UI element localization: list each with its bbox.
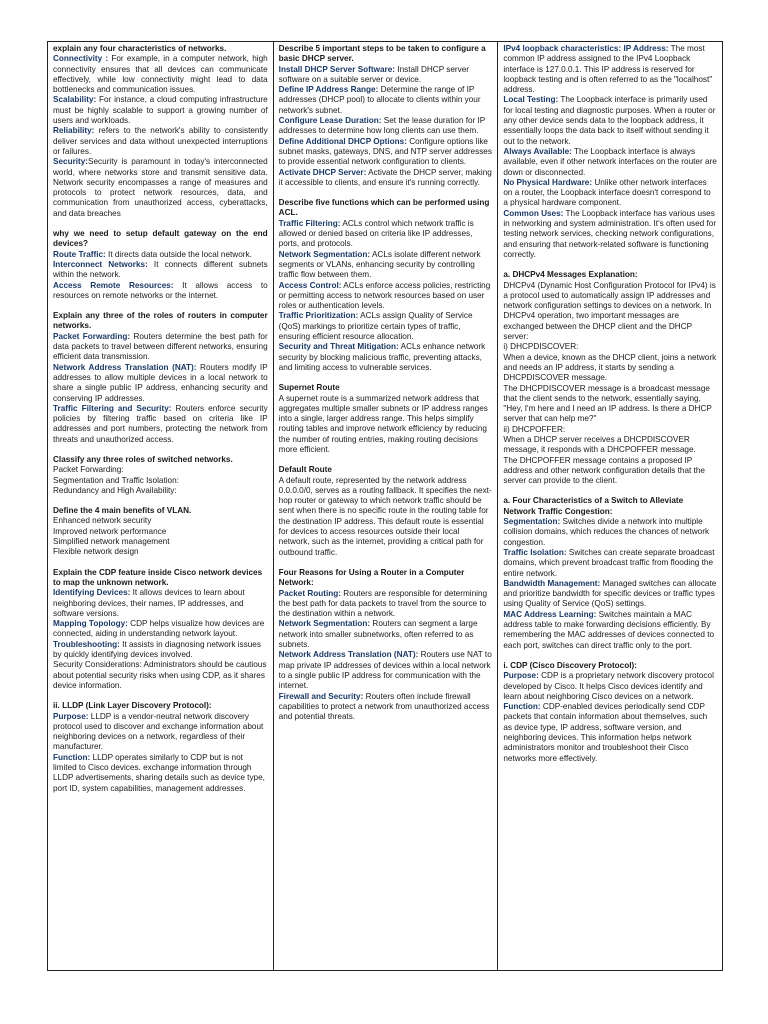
note-line	[503, 209, 717, 260]
term-label: Access Remote Resources:	[53, 280, 174, 290]
note-line	[503, 548, 717, 579]
section-heading: Default Route	[278, 465, 332, 475]
section-block	[53, 701, 268, 794]
term-label: Packet Routing:	[278, 588, 341, 598]
term-text: Packet Forwarding:	[53, 465, 124, 475]
note-line	[279, 692, 493, 723]
note-line	[279, 65, 493, 86]
term-label: Traffic Isolation:	[503, 547, 567, 557]
term-text: Configure options like subnet masks, gateways, DNS, and NTP server addresses to provide essential network configuration to clients.	[278, 136, 492, 167]
note-line	[53, 712, 268, 753]
term-text: Redundancy and High Availability:	[53, 485, 177, 495]
term-label: Access Control:	[278, 280, 342, 290]
section-heading: why we need to setup default gateway on the end devices?	[53, 229, 268, 249]
column-1	[48, 42, 273, 970]
term-text: Flexible network design	[53, 547, 139, 557]
term-text: When a device, known as the DHCP client, joins a network and needs an IP address, it starts by sending a DHCPDISCOVER message.	[503, 352, 717, 383]
term-label: Mapping Topology:	[53, 619, 128, 629]
term-text: Enhanced network security	[53, 516, 152, 526]
note-line	[503, 147, 717, 178]
term-label: Segmentation:	[503, 517, 561, 527]
note-line	[53, 619, 268, 640]
note-line	[53, 250, 268, 260]
term-text: Routers use NAT to map private IP addresses of devices within a local network to a single public IP address for communication with the internet.	[278, 650, 492, 691]
term-text: DHCPv4 (Dynamic Host Configuration Protocol for IPv4) is a protocol used to automatically assign IP addresses and network configuration settings to devices on a network. In DHCPv4 operation, two important messages are exchanged between the DHCP client and the DHCP server:	[503, 280, 716, 342]
section-heading: Classify any three roles of switched networks.	[53, 454, 233, 464]
section-block	[279, 568, 493, 722]
term-text: Routers are responsible for determining the best path for data packets to travel from the source to the destination within a network.	[278, 588, 488, 619]
section-block	[503, 44, 717, 260]
note-line	[53, 527, 268, 537]
term-text: It directs data outside the local network.	[105, 249, 252, 259]
section-heading: i. CDP (Cisco Discovery Protocol):	[503, 660, 637, 670]
note-line	[279, 281, 493, 312]
section-heading: explain any four characteristics of networks.	[53, 44, 227, 53]
term-label: Purpose:	[503, 671, 539, 681]
note-line	[503, 702, 717, 764]
note-line	[503, 456, 717, 487]
term-label: Interconnect Networks:	[53, 259, 148, 269]
term-text: Unlike other network interfaces on a router, the Loopback interface doesn't correspond to a physical hardware component.	[503, 177, 711, 208]
column-3	[497, 42, 722, 970]
term-label: Network Address Translation (NAT):	[278, 650, 419, 660]
term-text: It assists in diagnosing network issues by quickly identifying devices involved.	[53, 639, 261, 660]
term-label: Traffic Prioritization:	[278, 311, 359, 321]
term-label: Define IP Address Range:	[278, 85, 379, 95]
section-block	[53, 455, 268, 496]
section-block	[503, 496, 717, 650]
section-block	[279, 198, 493, 373]
section-block	[279, 383, 493, 455]
section-block	[53, 506, 268, 557]
term-label: Purpose:	[53, 711, 89, 721]
term-label: No Physical Hardware:	[503, 177, 593, 187]
term-text: i) DHCPDISCOVER:	[503, 342, 579, 352]
section-heading: Explain the CDP feature inside Cisco network devices to map the unknown network.	[53, 567, 263, 587]
term-label: Identifying Devices:	[53, 588, 131, 598]
term-text: The Loopback interface is primarily used for local testing and diagnostic purposes. When a router or any other device sends data to the loopback address, it essentially loops the data back to itself without sending it out to the network.	[503, 95, 716, 146]
note-line	[503, 44, 717, 95]
term-text: A supernet route is a summarized network address that aggregates multiple smaller subnets or IP address ranges into a single, larger address range. This helps simplify routing tables and improve network efficiency by reducing the number of routing entries, making routing decisions more efficient.	[278, 393, 488, 454]
term-label: Network Segmentation:	[278, 249, 371, 259]
term-text: Managed switches can allocate and prioritize bandwidth for specific devices or traffic types using Quality of Service (QoS) settings.	[503, 578, 717, 609]
note-line	[53, 260, 268, 281]
note-line	[503, 517, 717, 548]
note-line	[279, 394, 493, 456]
section-heading: ii. LLDP (Link Layer Discovery Protocol):	[53, 701, 212, 711]
note-line	[279, 85, 493, 116]
note-line	[53, 404, 268, 445]
note-line	[53, 588, 268, 619]
note-line	[279, 342, 493, 373]
section-heading: Four Reasons for Using a Router in a Computer Network:	[278, 567, 465, 588]
term-text: When a DHCP server receives a DHCPDISCOVER message, it responds with a DHCPOFFER message.	[503, 434, 696, 455]
section-heading: a. DHCPv4 Messages Explanation:	[503, 270, 638, 280]
term-text: For instance, a cloud computing infrastructure must be highly scalable to support a growing number of users and workloads.	[53, 95, 268, 126]
term-label: Packet Forwarding:	[53, 331, 131, 341]
note-line	[503, 384, 717, 425]
note-line	[503, 671, 717, 702]
term-text: CDP-enabled devices periodically send CDP packets that contain information about themselves, such as device type, IP address, software version, and neighboring devices. This information helps network administrators monitor and troubleshoot their Cisco networks more effectively.	[503, 702, 708, 763]
term-text: It allows devices to learn about neighboring devices, their names, IP addresses, and software versions.	[53, 588, 245, 618]
note-line	[53, 157, 268, 219]
note-line	[53, 753, 268, 794]
term-text: Switches maintain a MAC address table to make forwarding decisions efficiently. By remembering the MAC addresses of devices connected to each port, switches can direct traffic only to the port.	[503, 609, 715, 650]
term-text: For example, in a computer network, high connectivity ensures that all devices can communicate effectively, while low connectivity might lead to data bottlenecks and communication issues.	[53, 54, 268, 95]
term-label: Install DHCP Server Software:	[278, 64, 396, 74]
notes-sheet	[47, 41, 723, 971]
term-label: Reliability:	[53, 126, 95, 136]
note-line	[279, 168, 493, 189]
note-line	[279, 116, 493, 137]
term-label: Always Available:	[503, 146, 572, 156]
term-label: Network Address Translation (NAT):	[53, 362, 197, 372]
term-label: MAC Address Learning:	[503, 609, 597, 619]
term-label: Security:	[53, 157, 89, 167]
term-text: CDP helps visualize how devices are connected, aiding in understanding network layout.	[53, 619, 265, 639]
note-line	[503, 579, 717, 610]
note-line	[503, 178, 717, 209]
section-heading: Define the 4 main benefits of VLAN.	[53, 506, 192, 516]
note-line	[503, 435, 717, 456]
term-label: Network Segmentation:	[278, 619, 371, 629]
term-text: Activate the DHCP server, making it accessible to clients, and ensure it's running correctly.	[278, 167, 492, 187]
term-text: ACLs enhance network security by blocking malicious traffic, preventing attacks, and limiting access to vulnerable services.	[278, 342, 486, 372]
term-label: IPv4 loopback characteristics: IP Address:	[503, 44, 669, 53]
term-label: Traffic Filtering:	[278, 218, 341, 228]
term-label: Configure Lease Duration:	[278, 116, 382, 126]
term-label: Local Testing:	[503, 95, 559, 105]
section-heading: Explain any three of the roles of routers in computer networks.	[53, 311, 268, 331]
section-heading: Describe 5 important steps to be taken to configure a basic DHCP server.	[278, 44, 486, 64]
section-block	[503, 661, 717, 764]
note-line	[279, 589, 493, 620]
term-label: Traffic Filtering and Security:	[53, 403, 172, 413]
note-line	[53, 54, 268, 95]
term-text: The DHCPDISCOVER message is a broadcast message that the client sends to the network, essentially saying, "Hey, I'm here and I need an IP address. Is there a DHCP server that can help me?"	[503, 383, 712, 424]
term-label: Bandwidth Management:	[503, 578, 601, 588]
term-label: Function:	[503, 702, 541, 712]
term-text: ACLs control which network traffic is allowed or denied based on criteria like IP addresses, ports, and protocols.	[278, 218, 474, 249]
column-2	[273, 42, 498, 970]
term-text: It connects different subnets within the network.	[53, 259, 268, 280]
term-text: CDP is a proprietary network discovery protocol developed by Cisco. It helps Cisco devices identify and learn about neighboring Cisco devices on a network.	[503, 671, 714, 701]
term-label: Route Traffic:	[53, 249, 106, 259]
note-line	[279, 476, 493, 558]
note-line	[53, 281, 268, 302]
term-text: Switches can create separate broadcast domains, which prevent broadcast traffic from flooding the entire network.	[503, 547, 715, 578]
term-text: A default route, represented by the network address 0.0.0.0/0, serves as a routing fallback. It specifies the next-hop router or gateway to which network traffic should be sent when there is no specific route in the routing table for the destination IP address. This default route is essential for devices to access resources outside their local network, such as the internet, providing a critical path for outbound traffic.	[278, 475, 492, 557]
section-block	[53, 229, 268, 301]
term-label: Common Uses:	[503, 208, 564, 218]
note-line	[279, 137, 493, 168]
note-line	[503, 353, 717, 384]
note-line	[53, 486, 268, 496]
note-line	[53, 95, 268, 126]
term-text: Improved network performance	[53, 526, 167, 536]
term-text: The Loopback interface is always available, even if other network interfaces on the router are down or disconnected.	[503, 146, 717, 177]
term-text: Determine the range of IP addresses (DHCP pool) to allocate to clients within your network's subnet.	[278, 85, 481, 115]
term-text: Security is paramount in today's interconnected world, where networks store and transmit sensitive data. Network security encompasses a range of measures and protocols to protect network resources, data, and communication from unauthorized access, cyberattacks, and data breaches	[53, 157, 268, 218]
section-heading: Supernet Route	[278, 383, 340, 393]
term-label: Firewall and Security:	[278, 691, 364, 701]
term-text: It allows access to resources on remote networks or the internet.	[53, 280, 268, 300]
note-line	[53, 332, 268, 363]
term-text: Routers enforce security policies by filtering traffic based on criteria like IP addresses and port numbers, protecting the network from threats and unauthorized access.	[53, 403, 268, 444]
term-text: Install DHCP server software on a suitable server or device.	[278, 64, 470, 84]
note-line	[279, 219, 493, 250]
term-text: Security Considerations: Administrators should be cautious about potential security risks when using CDP, as it shares device information.	[53, 660, 267, 690]
term-text: Routers determine the best path for data packets to travel between different networks, ensuring efficient data transmission.	[53, 331, 268, 362]
term-text: Routers often include firewall capabilities to protect a network from unauthorized access and potential threats.	[278, 691, 490, 722]
note-line	[503, 425, 717, 435]
term-label: Security and Threat Mitigation:	[278, 342, 399, 352]
term-label: Connectivity :	[53, 54, 109, 64]
note-line	[279, 311, 493, 342]
term-text: refers to the network's ability to consistently deliver services and data without unexpected interruptions or failures.	[53, 126, 268, 156]
section-block	[503, 270, 717, 486]
term-text: Set the lease duration for IP addresses to determine how long clients can use them.	[278, 116, 486, 136]
term-label: Function:	[53, 752, 91, 762]
term-text: Simplified network management	[53, 537, 170, 547]
note-line	[53, 640, 268, 661]
term-text: Routers modify IP addresses to allow multiple devices in a local network to share a single public IP address, enhancing security and conserving IP addresses.	[53, 362, 268, 403]
note-line	[279, 250, 493, 281]
note-line	[503, 342, 717, 352]
section-block	[53, 44, 268, 219]
term-text: LLDP operates similarly to CDP but is not limited to Cisco devices. exchange information through LLDP advertisements, sharing details such as device type, port ID, system capabilities, management addresses.	[53, 752, 265, 793]
term-label: Troubleshooting:	[53, 639, 120, 649]
section-block	[53, 568, 268, 692]
term-text: ii) DHCPOFFER:	[503, 424, 566, 434]
note-line	[503, 610, 717, 651]
term-text: LLDP is a vendor-neutral network discovery protocol used to discover and exchange information about neighboring devices on a network, regardless of their manufacturer.	[53, 711, 264, 752]
note-line	[53, 126, 268, 157]
note-line	[53, 476, 268, 486]
section-block	[53, 311, 268, 445]
term-text: Routers can segment a large network into smaller subnetworks, often referred to as subnets.	[278, 619, 478, 650]
term-text: Segmentation and Traffic Isolation:	[53, 475, 179, 485]
section-heading: a. Four Characteristics of a Switch to Alleviate Network Traffic Congestion:	[503, 496, 684, 516]
term-text: The Loopback interface has various uses in networking and system administration. It's often used for testing network services, checking network configurations, and ensuring that network-related software is functioning correctly.	[503, 208, 717, 259]
note-line	[53, 516, 268, 526]
note-line	[503, 281, 717, 343]
section-block	[279, 465, 493, 558]
note-line	[279, 619, 493, 650]
note-line	[279, 650, 493, 691]
term-label: Define Additional DHCP Options:	[278, 136, 407, 146]
term-text: ACLs isolate different network segments or VLANs, enhancing security by controlling traffic flow between them.	[278, 249, 481, 280]
term-label: Scalability:	[53, 95, 97, 105]
note-line	[53, 660, 268, 691]
term-text: Switches divide a network into multiple collision domains, which reduces the chances of network congestion.	[503, 517, 710, 547]
term-text: The most common IP address assigned to the IPv4 Loopback interface is 127.0.0.1. This IP address is reserved for loopback testing and is often referred to as the "localhost" address.	[503, 44, 713, 95]
term-text: ACLs enforce access policies, restricting or permitting access to network resources based on user roles or authentication levels.	[278, 280, 491, 311]
term-text: The DHCPOFFER message contains a proposed IP address and other network configuration details that the server can provide to the client.	[503, 455, 705, 486]
section-block	[279, 44, 493, 188]
note-line	[53, 547, 268, 557]
section-heading: Describe five functions which can be performed using ACL.	[278, 198, 490, 218]
note-line	[53, 465, 268, 475]
term-label: Activate DHCP Server:	[278, 167, 367, 177]
note-line	[503, 95, 717, 146]
term-text: ACLs assign Quality of Service (QoS) markings to prioritize certain types of traffic, ensuring efficient resource allocation.	[278, 311, 473, 342]
note-line	[53, 363, 268, 404]
note-line	[53, 537, 268, 547]
